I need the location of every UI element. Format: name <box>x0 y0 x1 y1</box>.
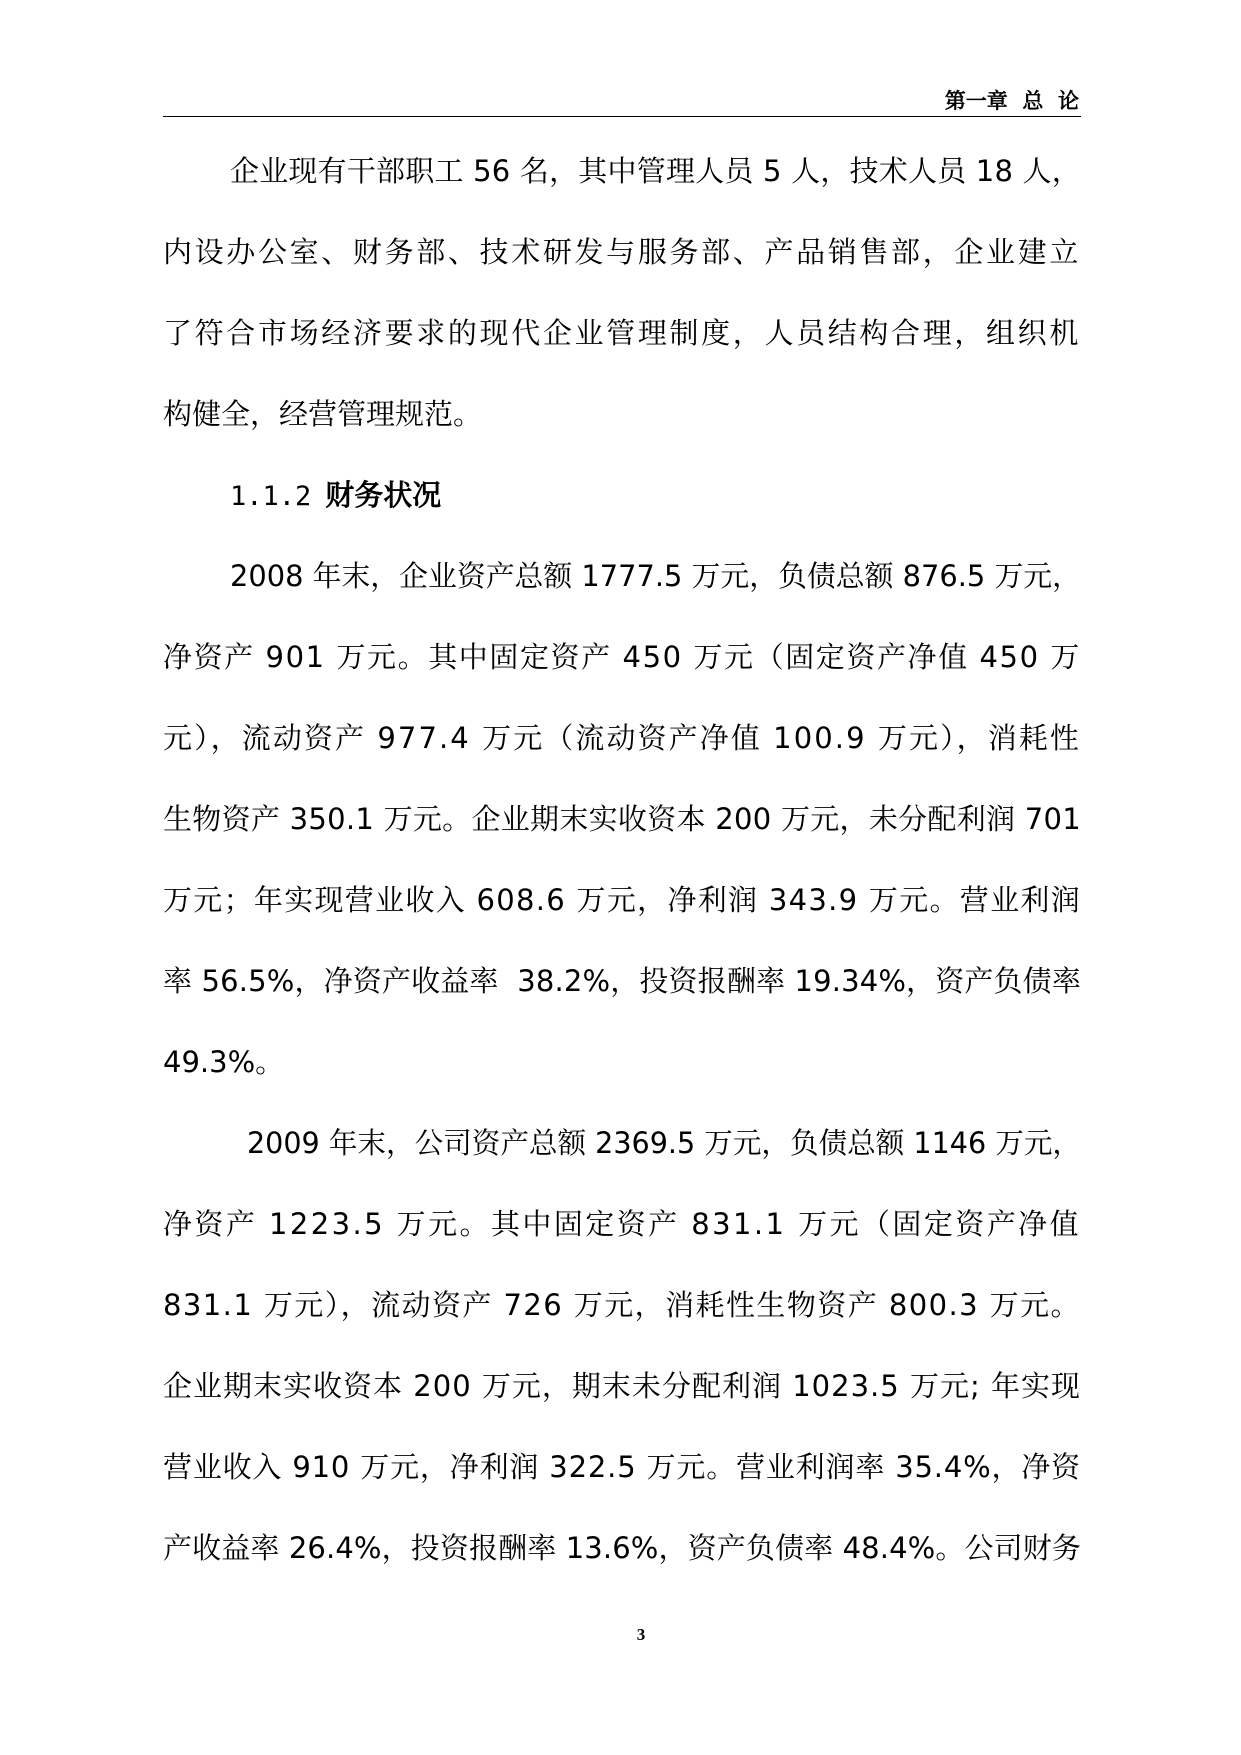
line-text: 万元；年实现营业收入 608.6 万元，净利润 343.9 万元。营业利润 <box>163 883 1081 917</box>
paragraph-line <box>163 860 1081 941</box>
section-title: 财务状况 <box>325 478 442 512</box>
paragraph-line <box>163 1346 1081 1427</box>
header-rule <box>163 116 1081 117</box>
line-text: 企业现有干部职工 56 名，其中管理人员 5 人，技术人员 18 人， <box>230 154 1081 188</box>
paragraph-line <box>163 1427 1081 1508</box>
line-text: 产收益率 26.4%，投资报酬率 13.6%，资产负债率 48.4%。公司财务 <box>163 1531 1081 1565</box>
page-number: 3 <box>636 1625 646 1644</box>
paragraph-line <box>163 536 1081 617</box>
line-text: 生物资产 350.1 万元。企业期末实收资本 200 万元，未分配利润 701 <box>163 802 1081 836</box>
paragraph-line <box>163 779 1081 860</box>
line-text: 了符合市场经济要求的现代企业管理制度，人员结构合理，组织机 <box>163 316 1081 350</box>
paragraph-line <box>163 374 1081 455</box>
body-text <box>163 131 1081 1589</box>
paragraph-line <box>163 617 1081 698</box>
line-text: 净资产 1223.5 万元。其中固定资产 831.1 万元（固定资产净值 <box>163 1207 1081 1241</box>
section-heading <box>163 455 1081 536</box>
paragraph-line <box>163 1508 1081 1589</box>
paragraph-line <box>163 212 1081 293</box>
line-text: 构健全，经营管理规范。 <box>163 397 483 431</box>
paragraph-line <box>163 293 1081 374</box>
line-text: 元），流动资产 977.4 万元（流动资产净值 100.9 万元），消耗性 <box>163 721 1081 755</box>
line-text: 净资产 901 万元。其中固定资产 450 万元（固定资产净值 450 万 <box>163 640 1081 674</box>
line-text: 企业期末实收资本 200 万元，期末未分配利润 1023.5 万元; 年实现 <box>163 1369 1081 1403</box>
paragraph-line <box>163 131 1081 212</box>
line-text: 率 56.5%，净资产收益率 38.2%，投资报酬率 19.34%，资产负债率 <box>163 964 1081 998</box>
line-text: 49.3%。 <box>163 1045 285 1079</box>
paragraph-line <box>163 1184 1081 1265</box>
line-text: 2008 年末，企业资产总额 1777.5 万元，负债总额 876.5 万元， <box>230 559 1081 593</box>
paragraph-line <box>163 941 1081 1022</box>
line-text: 2009 年末，公司资产总额 2369.5 万元，负债总额 1146 万元， <box>247 1126 1081 1160</box>
paragraph-line <box>163 1103 1081 1184</box>
line-text: 营业收入 910 万元，净利润 322.5 万元。营业利润率 35.4%，净资 <box>163 1450 1081 1484</box>
paragraph-line <box>163 1265 1081 1346</box>
chapter-header: 第一章 总 论 <box>944 89 1079 113</box>
paragraph-line <box>163 1022 1081 1103</box>
paragraph-line <box>163 698 1081 779</box>
line-text: 831.1 万元），流动资产 726 万元，消耗性生物资产 800.3 万元。 <box>163 1288 1081 1322</box>
section-number: 1.1.2 <box>230 481 312 512</box>
line-text: 内设办公室、财务部、技术研发与服务部、产品销售部，企业建立 <box>163 235 1081 269</box>
